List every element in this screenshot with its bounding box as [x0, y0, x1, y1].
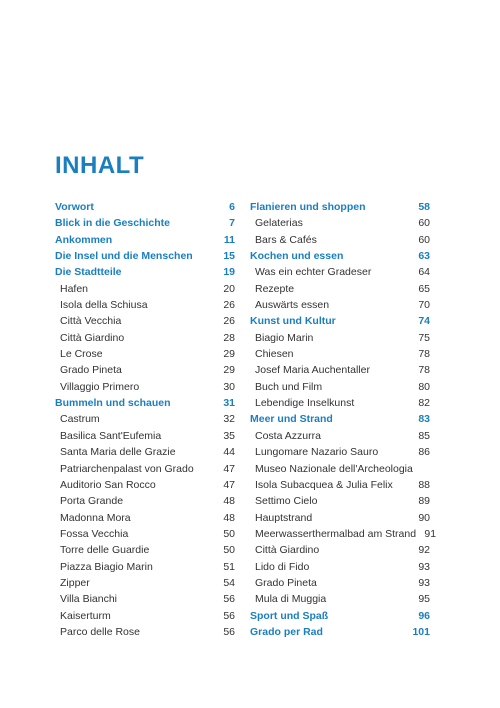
toc-subentry[interactable] [55, 411, 235, 427]
toc-subentry[interactable] [250, 559, 430, 575]
toc-page-number: 50 [223, 544, 235, 557]
toc-section-entry[interactable] [55, 232, 235, 248]
toc-page-number: 44 [223, 446, 235, 459]
toc-section-entry[interactable] [250, 624, 430, 640]
toc-subentry[interactable] [55, 330, 235, 346]
toc-section-entry[interactable] [55, 248, 235, 264]
toc-page-number: 11 [223, 233, 235, 246]
toc-page-number: 15 [223, 250, 235, 263]
toc-page-number: 60 [418, 233, 430, 246]
toc-section-entry[interactable] [250, 199, 430, 215]
toc-entry-label: Die Insel und die Menschen [55, 250, 193, 263]
toc-page-number: 48 [223, 511, 235, 524]
toc-section-entry[interactable] [250, 608, 430, 624]
toc-entry-label: Piazza Biagio Marin [60, 560, 153, 573]
toc-entry-label: Was ein echter Gradeser [255, 266, 372, 279]
toc-page-number: 75 [418, 331, 430, 344]
toc-entry-label: Mula di Muggia [255, 593, 327, 606]
toc-subentry[interactable] [55, 477, 235, 493]
toc-subentry[interactable] [250, 444, 430, 460]
toc-page-number: 93 [418, 576, 430, 589]
toc-subentry[interactable] [55, 510, 235, 526]
toc-entry-label: Villaggio Primero [60, 380, 140, 393]
toc-subentry[interactable] [55, 444, 235, 460]
toc-entry-label: Grado Pineta [60, 364, 122, 377]
toc-page-number: 26 [223, 315, 235, 328]
toc-entry-label: Rezepte [255, 282, 295, 295]
toc-entry-label: Die Stadtteile [55, 266, 122, 279]
toc-page-number: 91 [424, 527, 437, 540]
toc-entry-label: Buch und Film [255, 380, 323, 393]
toc-entry-label: Blick in die Geschichte [55, 217, 170, 230]
toc-entry-label: Settimo Cielo [255, 495, 318, 508]
toc-page-number: 60 [418, 217, 430, 230]
toc-subentry[interactable] [250, 493, 430, 509]
toc-page-number: 7 [229, 217, 235, 230]
toc-section-entry[interactable] [250, 411, 430, 427]
toc-subentry[interactable] [55, 313, 235, 329]
toc-entry-label: Flanieren und shoppen [250, 201, 366, 213]
toc-page-number: 50 [223, 527, 235, 540]
toc-section-entry[interactable] [55, 395, 235, 411]
toc-entry-label: Lido di Fido [255, 560, 310, 573]
toc-entry-label: Città Giardino [60, 331, 125, 344]
toc-subentry[interactable] [55, 624, 235, 640]
toc-entry-label: Kunst und Kultur [250, 315, 336, 328]
toc-page-number: 19 [223, 266, 235, 279]
toc-page-number: 6 [229, 201, 235, 213]
toc-subentry[interactable] [250, 362, 430, 378]
toc-page-number: 86 [418, 446, 430, 459]
toc-page-number: 30 [223, 380, 235, 393]
toc-page-number: 63 [418, 250, 430, 263]
toc-entry-label: Auditorio San Rocco [60, 478, 156, 491]
toc-subentry[interactable] [250, 297, 430, 313]
toc-entry-label: Auswärts essen [255, 299, 330, 312]
toc-page-number: 48 [223, 495, 235, 508]
toc-right-column [250, 199, 437, 640]
toc-entry-label: Kochen und essen [250, 250, 344, 263]
toc-entry-label: Isola Subacquea & Julia Felix [255, 478, 393, 491]
toc-page-number: 54 [223, 576, 235, 589]
toc-subentry[interactable] [55, 297, 235, 313]
toc-page-number: 78 [418, 364, 430, 377]
toc-page-number: 56 [223, 609, 235, 622]
toc-subentry[interactable] [250, 379, 430, 395]
toc-subentry[interactable] [250, 510, 430, 526]
toc-page-number: 85 [418, 429, 430, 442]
toc-entry-label: Torre delle Guardie [60, 544, 150, 557]
toc-entry-label: Hauptstrand [255, 511, 313, 524]
toc-page-number: 29 [223, 348, 235, 361]
toc-subentry[interactable] [55, 346, 235, 362]
toc-entry-label: Villa Bianchi [60, 593, 118, 606]
toc-page-number: 64 [418, 266, 430, 279]
toc-page-number: 88 [418, 478, 430, 491]
toc-page-number: 47 [223, 462, 235, 475]
toc-entry-label: Meer und Strand [250, 413, 333, 426]
toc-entry-label: Gelaterias [255, 217, 303, 230]
toc-page-number: 96 [418, 609, 430, 622]
toc-entry-label: Grado Pineta [255, 576, 317, 589]
toc-subentry[interactable] [55, 608, 235, 624]
toc-subentry[interactable] [55, 575, 235, 591]
toc-subentry[interactable] [250, 575, 430, 591]
toc-page-number: 80 [418, 380, 430, 393]
toc-subentry[interactable] [250, 542, 430, 558]
toc-page-number: 93 [418, 560, 430, 573]
toc-entry-label: Zipper [60, 576, 90, 589]
toc-subentry[interactable] [250, 477, 430, 493]
toc-subentry[interactable] [55, 542, 235, 558]
toc-section-entry[interactable] [55, 264, 235, 280]
toc-entry-label: Meerwasserthermalbad am Strand [255, 527, 417, 540]
toc-entry-label: Castrum [60, 413, 100, 426]
toc-subentry[interactable] [250, 215, 430, 231]
toc-subentry[interactable] [250, 281, 430, 297]
toc-subentry[interactable] [55, 461, 235, 477]
toc-page-number: 28 [223, 331, 235, 344]
toc-page-number: 20 [223, 282, 235, 295]
toc-page-number: 101 [412, 625, 430, 638]
toc-entry-label: Fossa Vecchia [60, 527, 129, 540]
toc-entry-label: Museo Nazionale dell'Archeologia [255, 462, 413, 475]
toc-subentry[interactable] [55, 379, 235, 395]
toc-entry-label: Bummeln und schauen [55, 397, 171, 410]
toc-entry-label: Patriarchenpalast von Grado [60, 462, 194, 475]
toc-subentry[interactable] [55, 559, 235, 575]
toc-entry-label: Chiesen [255, 348, 294, 361]
toc-subentry[interactable] [55, 493, 235, 509]
toc-entry-label: Hafen [60, 282, 89, 295]
toc-page-number: 90 [418, 511, 430, 524]
toc-left-column [55, 199, 235, 640]
toc-page-number: 29 [223, 364, 235, 377]
toc-entry-label: Santa Maria delle Grazie [60, 446, 176, 459]
toc-page-number: 92 [418, 544, 430, 557]
toc-subentry[interactable] [250, 232, 430, 248]
toc-page-number: 32 [223, 413, 235, 426]
toc-subentry[interactable] [55, 428, 235, 444]
toc-entry-label: Basilica Sant'Eufemia [60, 429, 162, 442]
toc-page-number: 78 [418, 348, 430, 361]
toc-page-number: 89 [418, 495, 430, 508]
toc-entry-label: Kaiserturm [60, 609, 111, 622]
toc-subentry[interactable] [250, 395, 430, 411]
toc-subentry[interactable] [250, 330, 430, 346]
toc-subentry[interactable] [55, 591, 235, 607]
toc-entry-label: Ankommen [55, 233, 113, 246]
toc-page-number: 47 [223, 478, 235, 491]
toc-entry-label: Sport und Spaß [250, 609, 329, 622]
toc-entry-label: Porta Grande [60, 495, 124, 508]
toc-subentry[interactable] [250, 526, 437, 542]
toc-entry-label: Lebendige Inselkunst [255, 397, 355, 410]
toc-entry-label: Città Giardino [255, 544, 320, 557]
toc-entry-label: Lungomare Nazario Sauro [255, 446, 379, 459]
toc-page-number: 26 [223, 299, 235, 312]
toc-page-number: 35 [223, 429, 235, 442]
toc-entry-label: Josef Maria Auchentaller [255, 364, 370, 377]
toc-section-entry[interactable] [55, 215, 235, 231]
toc-entry-label: Le Crose [60, 348, 103, 361]
toc-section-entry[interactable] [55, 199, 235, 215]
toc-entry-label: Grado per Rad [250, 625, 323, 638]
toc-page-number: 70 [418, 299, 430, 312]
toc-subentry[interactable] [55, 526, 235, 542]
toc-page-number: 56 [223, 625, 235, 638]
toc-subentry[interactable] [250, 591, 430, 607]
toc-entry-label: Vorwort [55, 201, 94, 213]
toc-page-number: 51 [223, 560, 235, 573]
toc-entry-label: Madonna Mora [60, 511, 131, 524]
toc-page-number: 58 [418, 201, 430, 213]
toc-subentry[interactable] [250, 264, 430, 280]
toc-subentry[interactable] [250, 428, 430, 444]
toc-subentry[interactable] [250, 461, 430, 477]
toc-page-number: 56 [223, 593, 235, 606]
toc-entry-label: Costa Azzurra [255, 429, 321, 442]
toc-section-entry[interactable] [250, 313, 430, 329]
toc-subentry[interactable] [250, 346, 430, 362]
toc-page-number: 65 [418, 282, 430, 295]
toc-entry-label: Biagio Marin [255, 331, 314, 344]
toc-page-number: 95 [418, 593, 430, 606]
toc-page-number: 83 [418, 413, 430, 426]
toc-entry-label: Bars & Cafés [255, 233, 317, 246]
toc-entry-label: Parco delle Rose [60, 625, 140, 638]
toc-page-number: 82 [418, 397, 430, 410]
toc-entry-label: Città Vecchia [60, 315, 122, 328]
toc-page-number: 31 [223, 397, 235, 410]
toc-entry-label: Isola della Schiusa [60, 299, 148, 312]
toc-page-number: 74 [418, 315, 430, 328]
page-title: INHALT [55, 152, 145, 179]
toc-subentry[interactable] [55, 281, 235, 297]
toc-section-entry[interactable] [250, 248, 430, 264]
toc-subentry[interactable] [55, 362, 235, 378]
